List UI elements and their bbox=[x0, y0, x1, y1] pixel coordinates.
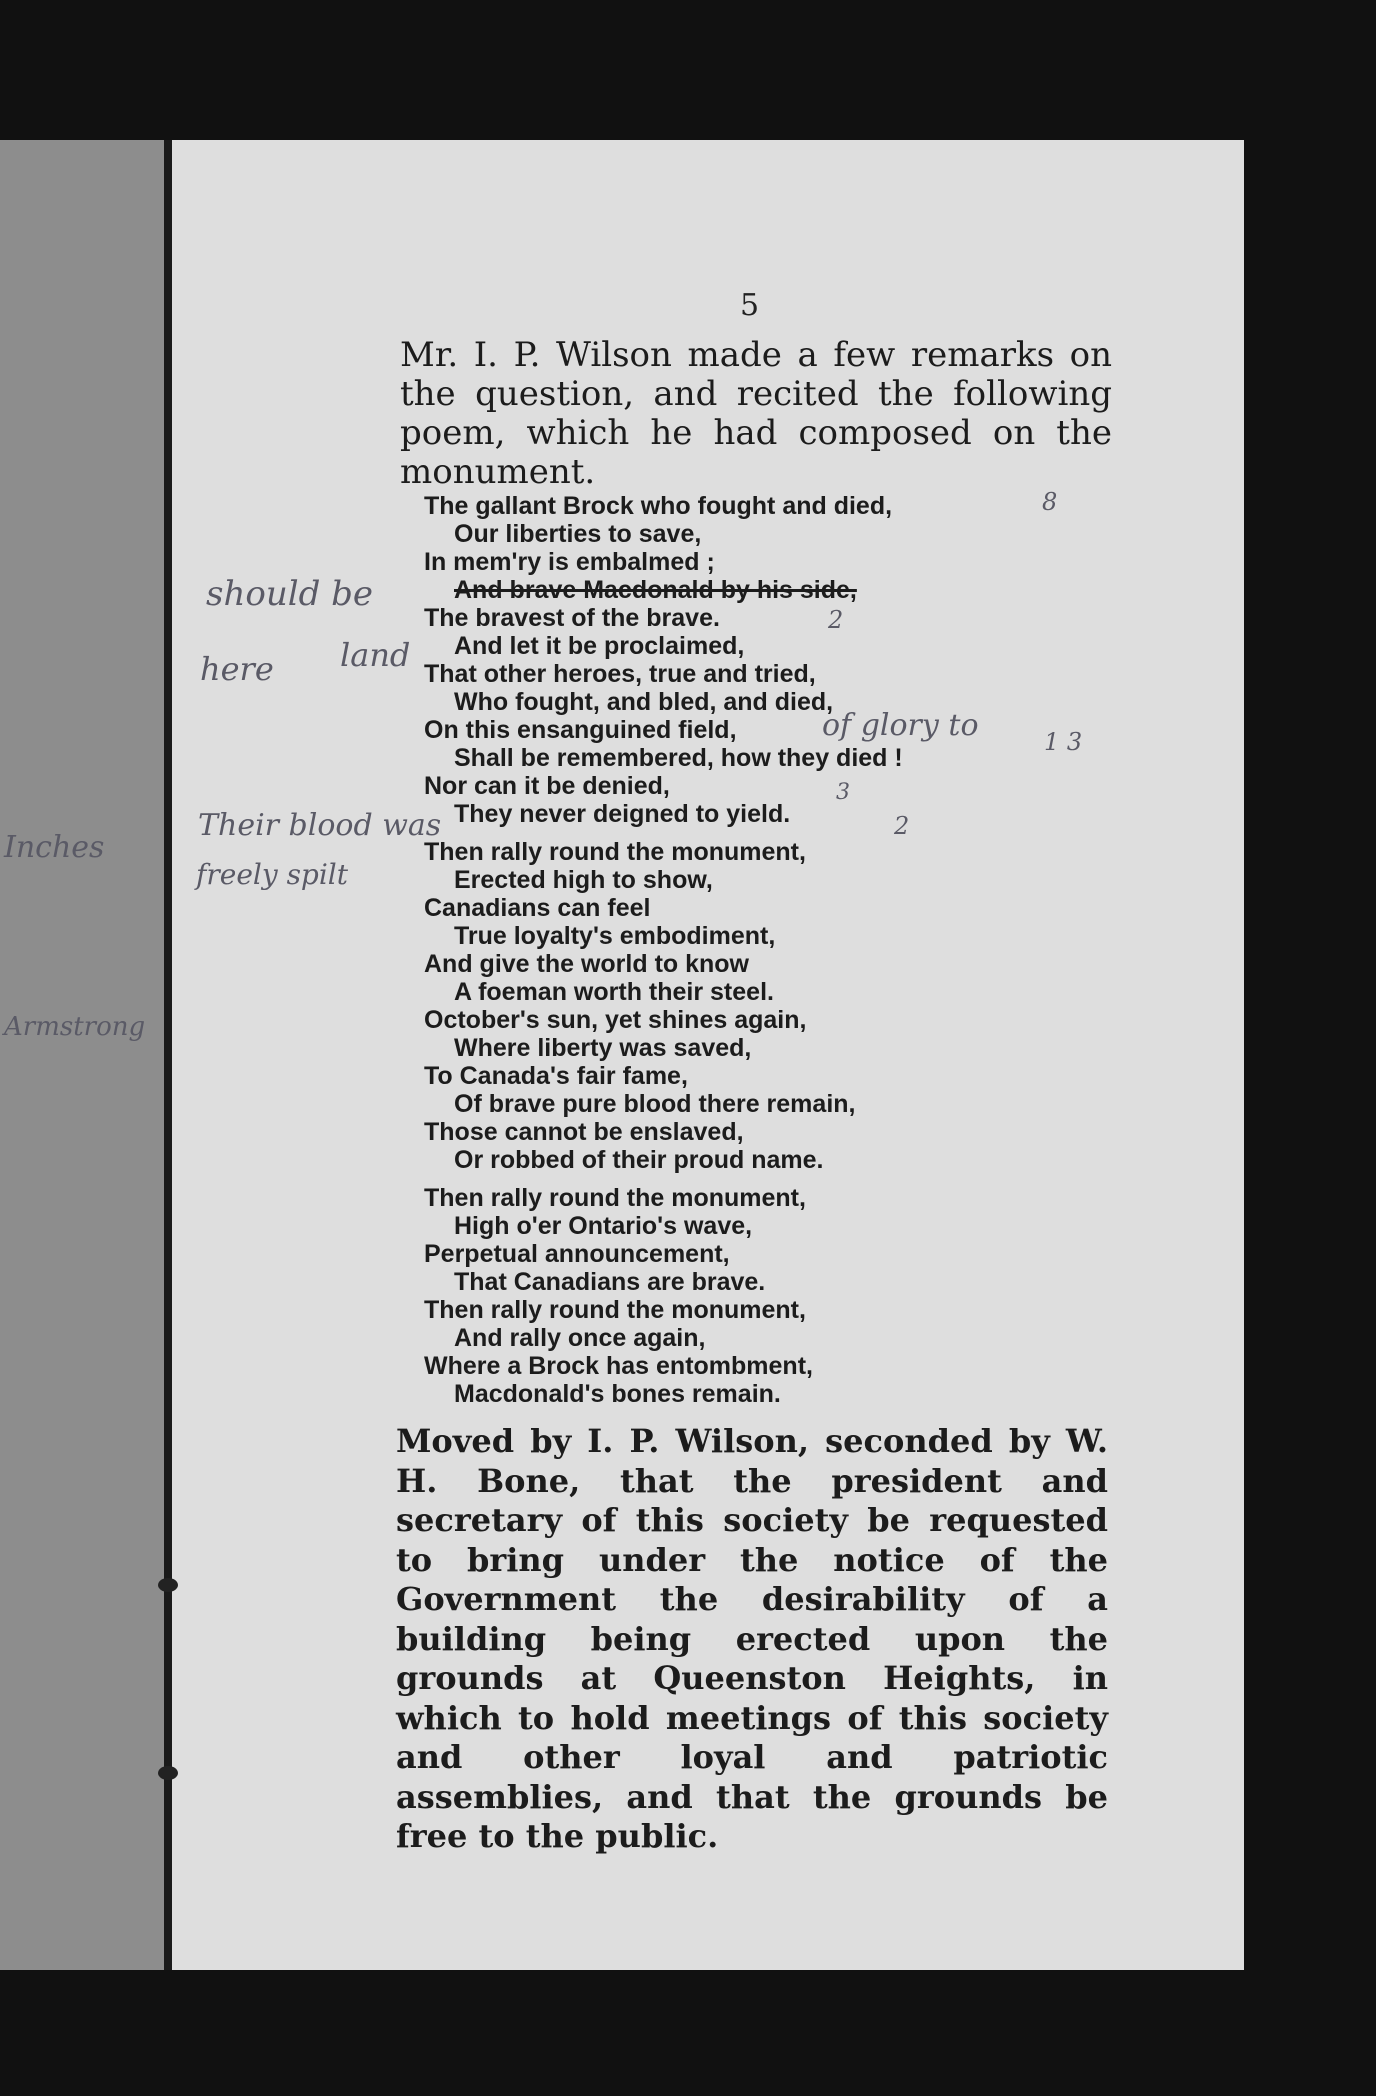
poem-line-text: Where liberty was saved, bbox=[454, 1034, 752, 1062]
poem-line-text: Then rally round the monument, bbox=[424, 1296, 806, 1324]
poem-line-text: That other heroes, true and tried, bbox=[424, 660, 816, 688]
poem-line bbox=[424, 1296, 1144, 1324]
page-number: 5 bbox=[740, 288, 760, 323]
poem-line bbox=[424, 1240, 1144, 1268]
handwritten-note: here bbox=[200, 650, 274, 688]
poem-line-text: And brave Macdonald by his side, bbox=[454, 576, 857, 604]
poem-line-text: To Canada's fair fame, bbox=[424, 1062, 688, 1090]
poem-line bbox=[424, 492, 1144, 520]
handwritten-note: land bbox=[340, 636, 411, 674]
poem-line bbox=[424, 1062, 1144, 1090]
poem-line bbox=[424, 978, 1144, 1006]
poem-line-text: Who fought, and bled, and died, bbox=[454, 688, 834, 716]
poem-line-text: High o'er Ontario's wave, bbox=[454, 1212, 753, 1240]
poem-line-text: And rally once again, bbox=[454, 1324, 706, 1352]
poem-line-text: Canadians can feel bbox=[424, 894, 651, 922]
handwritten-note: 3 bbox=[836, 780, 850, 805]
poem-line-text: Macdonald's bones remain. bbox=[454, 1380, 781, 1408]
intro-paragraph: Mr. I. P. Wilson made a few remarks on the question, and recited the following poem, which he had composed on the monument. bbox=[400, 335, 1112, 492]
poem-line-text: Then rally round the monument, bbox=[424, 1184, 806, 1212]
binding-stitch bbox=[158, 1766, 178, 1780]
poem-line bbox=[424, 838, 1144, 866]
handwritten-note: 1 3 bbox=[1044, 728, 1083, 756]
poem-line-text: And let it be proclaimed, bbox=[454, 632, 745, 660]
handwritten-note: 8 bbox=[1042, 488, 1058, 516]
poem-line bbox=[424, 1324, 1144, 1352]
handwritten-note: of glory to bbox=[822, 708, 979, 743]
poem-line bbox=[424, 1090, 1144, 1118]
binding-spine bbox=[164, 140, 172, 1970]
poem-line bbox=[424, 716, 1144, 744]
poem-line-text: Then rally round the monument, bbox=[424, 838, 806, 866]
poem-line bbox=[424, 576, 1144, 604]
handwritten-note: Their blood was bbox=[198, 808, 442, 843]
handwritten-note: freely spilt bbox=[196, 858, 349, 891]
poem-line-text: And give the world to know bbox=[424, 950, 749, 978]
poem-line-text: Where a Brock has entombment, bbox=[424, 1352, 813, 1380]
poem-line-text: In mem'ry is embalmed ; bbox=[424, 548, 715, 576]
poem-line-text: Of brave pure blood there remain, bbox=[454, 1090, 856, 1118]
poem-line bbox=[424, 1006, 1144, 1034]
handwritten-note: 2 bbox=[894, 812, 910, 840]
binding-stitch bbox=[158, 1578, 178, 1592]
poem-line bbox=[424, 772, 1144, 800]
poem-line bbox=[424, 744, 1144, 772]
poem-line-text: Our liberties to save, bbox=[454, 520, 702, 548]
poem-line bbox=[424, 1380, 1144, 1408]
handwritten-note: Inches bbox=[4, 830, 105, 865]
poem-line bbox=[424, 950, 1144, 978]
poem-line bbox=[424, 548, 1144, 576]
poem-line bbox=[424, 520, 1144, 548]
poem-stanza bbox=[424, 1184, 1144, 1408]
motion-paragraph: Moved by I. P. Wilson, seconded by W. H. Bone, that the president and secretary of this society be requested to bring under the notice of the Government the desirability of a building being erected upon the grounds at Queenston Heights, in which to hold meetings of this society and other loyal and patriotic assemblies, and that the grounds be free to the public. bbox=[396, 1422, 1108, 1855]
poem-line bbox=[424, 660, 1144, 688]
poem-line bbox=[424, 1118, 1144, 1146]
poem-line-text: True loyalty's embodiment, bbox=[454, 922, 776, 950]
handwritten-note: 2 bbox=[828, 606, 844, 634]
poem-line bbox=[424, 1212, 1144, 1240]
poem-line-text: That Canadians are brave. bbox=[454, 1268, 766, 1296]
poem-line-text: Perpetual announcement, bbox=[424, 1240, 730, 1268]
poem-line-text: The bravest of the brave. bbox=[424, 604, 720, 632]
poem-stanza bbox=[424, 838, 1144, 1174]
poem-line bbox=[424, 688, 1144, 716]
poem-line-text: They never deigned to yield. bbox=[454, 800, 791, 828]
poem-line-text: Nor can it be denied, bbox=[424, 772, 670, 800]
poem-line bbox=[424, 1352, 1144, 1380]
poem-line bbox=[424, 1146, 1144, 1174]
poem-line bbox=[424, 1268, 1144, 1296]
poem-line-text: Shall be remembered, how they died ! bbox=[454, 744, 903, 772]
poem-stanza bbox=[424, 492, 1144, 828]
poem-line bbox=[424, 866, 1144, 894]
poem-line bbox=[424, 604, 1144, 632]
handwritten-note: Armstrong bbox=[4, 1012, 146, 1042]
poem-line bbox=[424, 632, 1144, 660]
poem-line-text: October's sun, yet shines again, bbox=[424, 1006, 807, 1034]
poem-line-text: Those cannot be enslaved, bbox=[424, 1118, 744, 1146]
poem-line bbox=[424, 1184, 1144, 1212]
poem-line-text: A foeman worth their steel. bbox=[454, 978, 774, 1006]
poem-line bbox=[424, 1034, 1144, 1062]
handwritten-note: should be bbox=[206, 574, 374, 614]
poem-line bbox=[424, 922, 1144, 950]
facing-page-edge bbox=[0, 140, 172, 1970]
poem-line-text: Or robbed of their proud name. bbox=[454, 1146, 824, 1174]
poem-line-text: Erected high to show, bbox=[454, 866, 713, 894]
poem-line-text: On this ensanguined field, bbox=[424, 716, 737, 744]
poem-line-text: The gallant Brock who fought and died, bbox=[424, 492, 893, 520]
poem-line bbox=[424, 800, 1144, 828]
poem bbox=[424, 492, 1144, 1408]
poem-line bbox=[424, 894, 1144, 922]
